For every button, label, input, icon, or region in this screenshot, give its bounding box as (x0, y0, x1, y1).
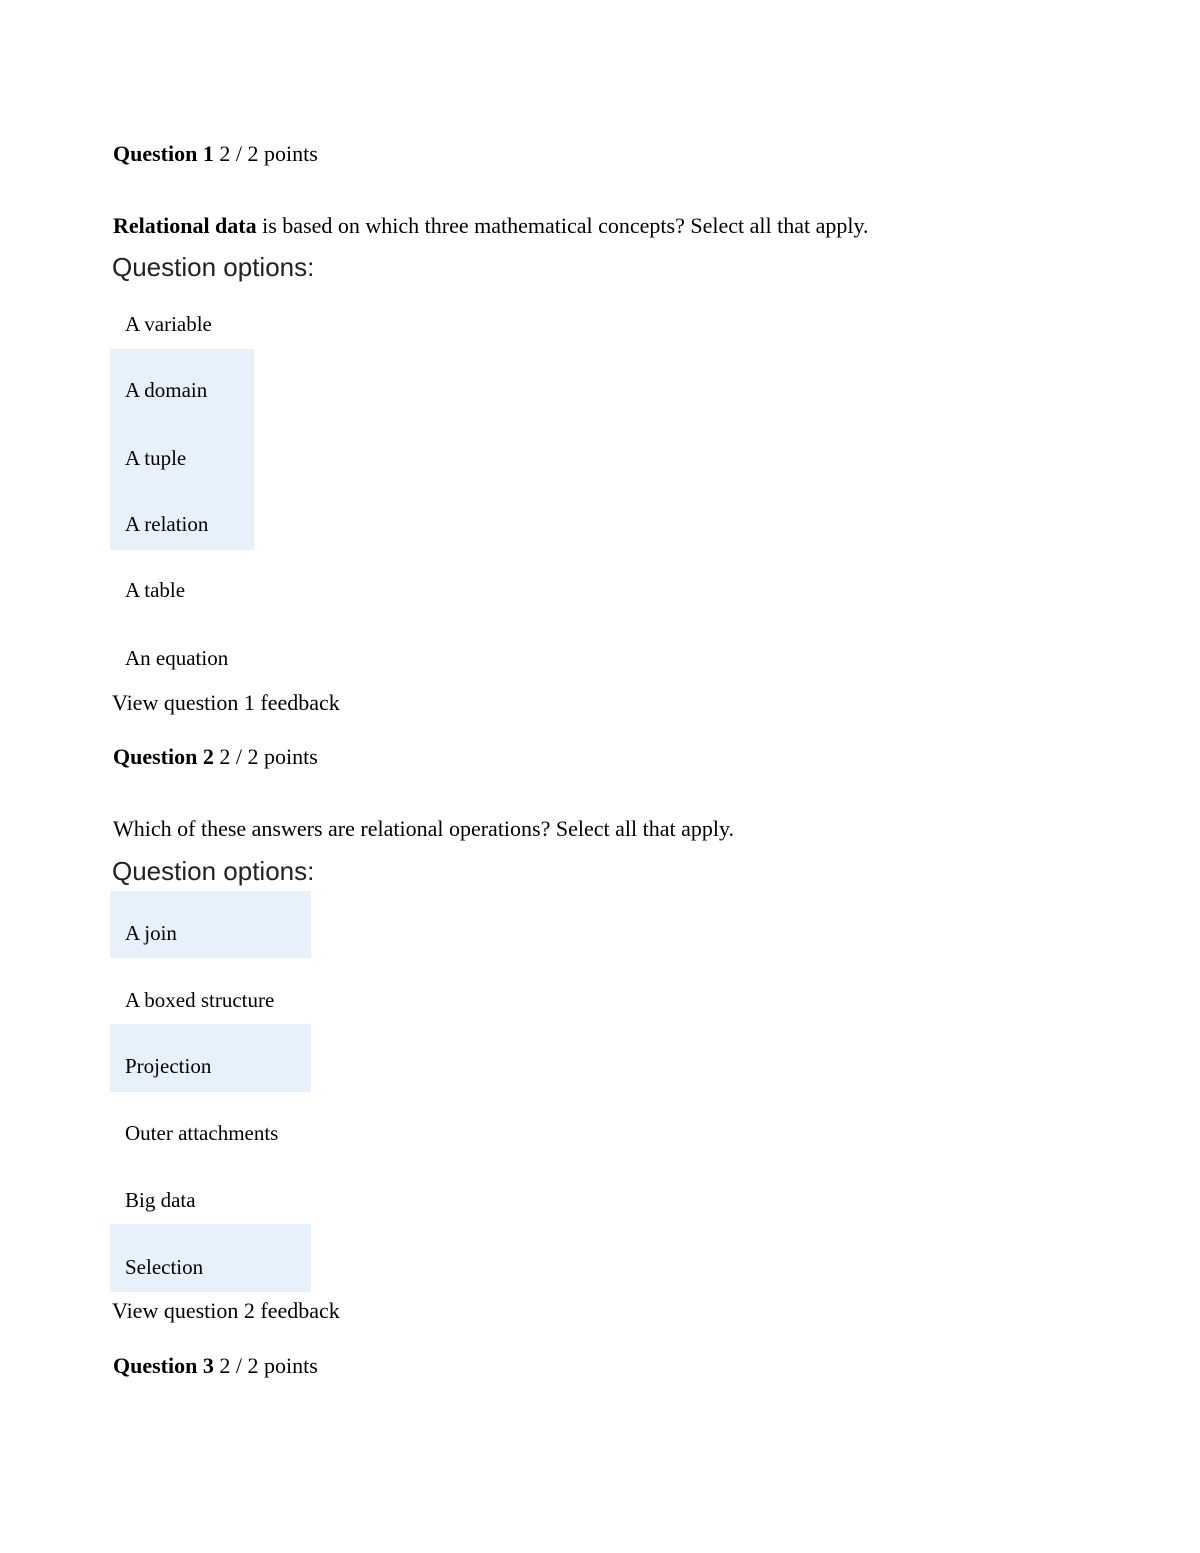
question-1-option: A variable (125, 312, 212, 336)
view-question-1-feedback-link[interactable]: View question 1 feedback (112, 690, 340, 715)
question-1-prompt (113, 213, 869, 239)
question-1-prompt-bold: Relational data (113, 213, 257, 238)
question-1-prompt-text: is based on which three mathematical concepts? Select all that apply. (256, 213, 869, 238)
question-2-option: Outer attachments (125, 1121, 279, 1145)
question-2-label: Question 2 (113, 744, 214, 769)
question-1-option: A table (125, 578, 186, 602)
question-2-header (113, 744, 318, 770)
question-1-options-heading: Question options: (112, 252, 315, 282)
question-1-header (113, 141, 318, 167)
view-question-2-feedback-link[interactable]: View question 2 feedback (112, 1298, 340, 1323)
question-2-options-heading: Question options: (112, 856, 315, 886)
question-3-label: Question 3 (113, 1353, 214, 1378)
question-2-score: 2 / 2 points (213, 744, 318, 769)
question-1-option-selected: A tuple (125, 446, 187, 470)
question-1-option-selected: A relation (125, 512, 209, 536)
question-1-option: An equation (125, 646, 229, 670)
question-2-option-selected: Projection (125, 1054, 212, 1078)
question-2-option: A boxed structure (125, 988, 275, 1012)
question-2-prompt: Which of these answers are relational operations? Select all that apply. (113, 816, 735, 841)
question-2-option: Big data (125, 1188, 196, 1212)
question-3-header (113, 1353, 318, 1379)
question-1-label: Question 1 (113, 141, 214, 166)
question-2-option-selected: Selection (125, 1255, 204, 1279)
question-2-option-selected: A join (125, 921, 177, 945)
question-1-option-selected: A domain (125, 378, 208, 402)
question-1-score: 2 / 2 points (213, 141, 318, 166)
question-3-score: 2 / 2 points (213, 1353, 318, 1378)
